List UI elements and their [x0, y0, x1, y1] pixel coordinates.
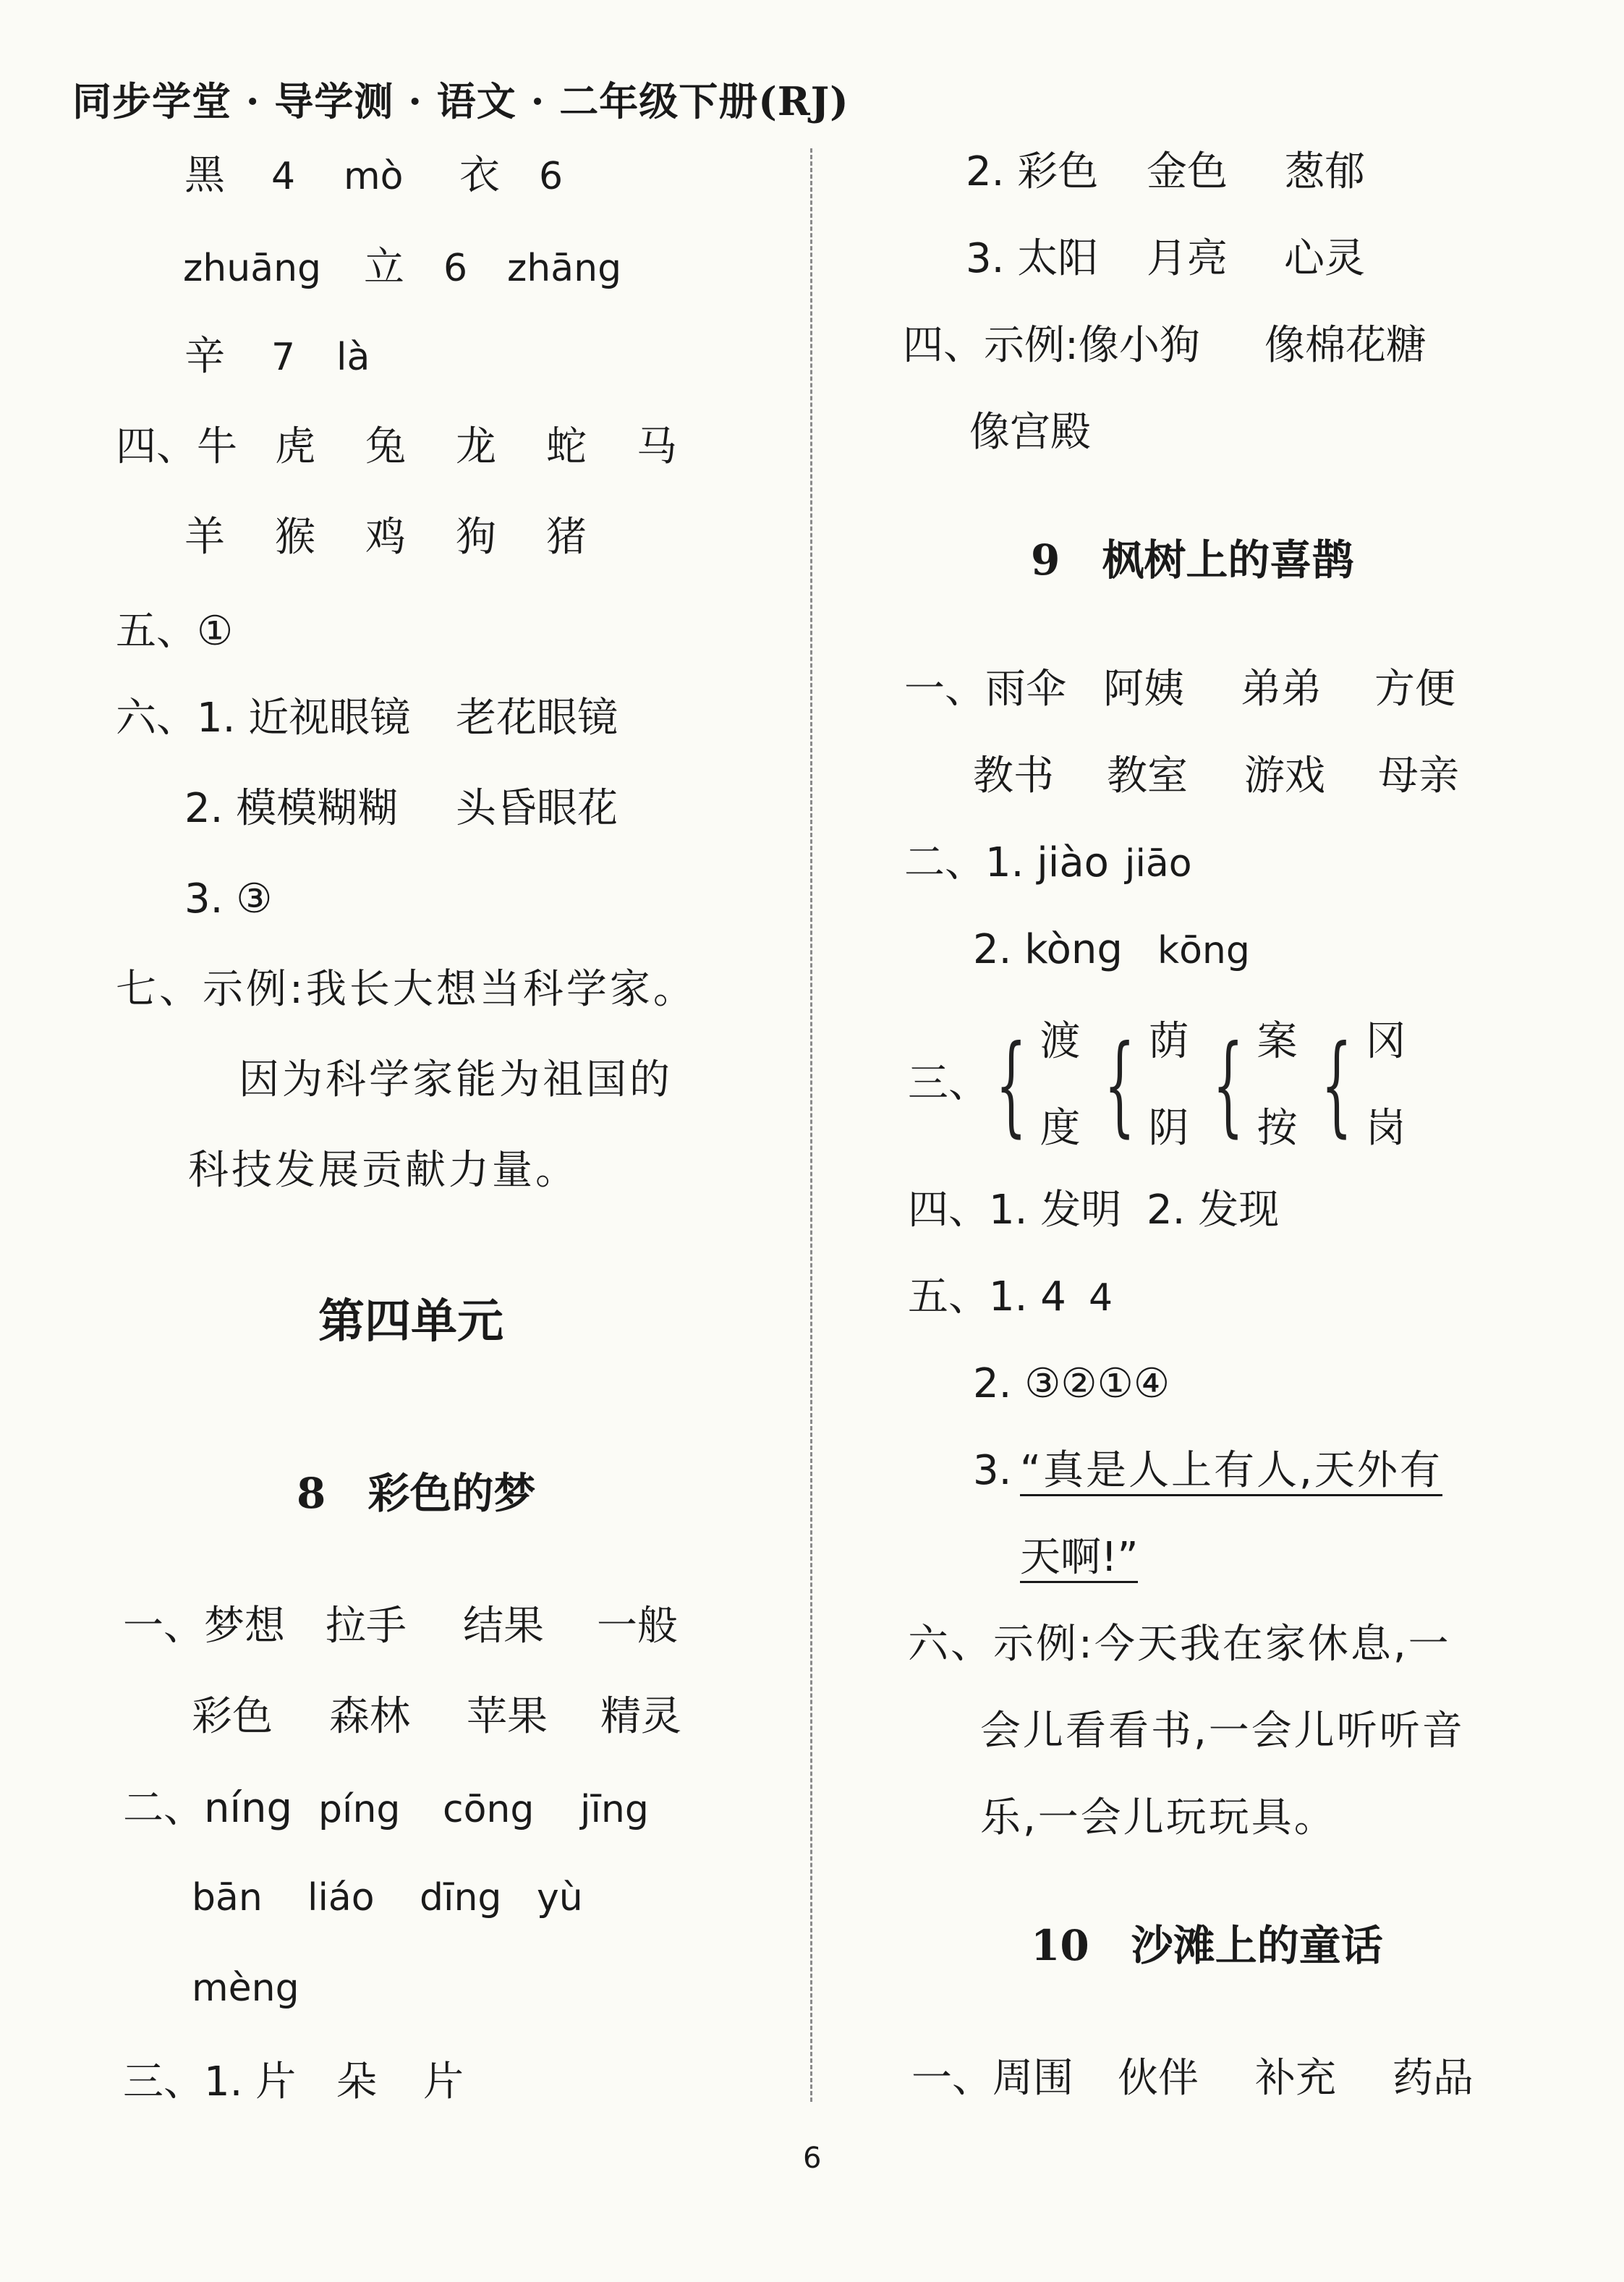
word-pair-bottom: 度 — [1040, 1105, 1081, 1152]
answer-line — [184, 514, 587, 561]
word-pair-top: 渡 — [1040, 1018, 1081, 1065]
answer-item: 一、梦想 — [123, 1603, 285, 1650]
answer-line — [973, 926, 1250, 973]
answer-item: 心灵 — [1284, 235, 1365, 282]
answer-line — [184, 152, 564, 199]
answer-line — [183, 244, 622, 291]
answer-line: mèng — [192, 1967, 299, 2010]
answer-item: 2. 发现 — [1147, 1187, 1280, 1234]
answer-item: cōng — [443, 1788, 535, 1831]
brace-icon: { — [1321, 1022, 1353, 1148]
answer-item: 龙 — [456, 423, 496, 470]
answer-item: 二、níng — [123, 1785, 293, 1832]
word-pair-group — [977, 998, 1080, 1172]
answer-item: 一般 — [597, 1603, 678, 1650]
answer-item: 4 — [1089, 1276, 1113, 1320]
answer-item: 朵 — [336, 2058, 377, 2105]
lesson-title: 10 沙滩上的童话 — [1031, 1921, 1383, 1970]
answer-line — [123, 1603, 678, 1650]
answer-item: 2. 彩色 — [966, 148, 1099, 195]
answer-item: 黑 — [184, 152, 225, 199]
answer-item: 苹果 — [467, 1693, 548, 1740]
answer-item: 金色 — [1147, 148, 1228, 195]
answer-item: 彩色 — [192, 1693, 273, 1740]
answer-item: 虎 — [275, 423, 315, 470]
answer-item: 头昏眼花 — [456, 785, 618, 832]
answer-item: 葱郁 — [1284, 148, 1365, 195]
lesson-title: 9 枫树上的喜鹊 — [1031, 535, 1354, 585]
word-pair-top: 冈 — [1365, 1018, 1406, 1065]
word-pair-group — [1194, 998, 1297, 1172]
answer-item: 拉手 — [326, 1603, 407, 1650]
answer-line — [192, 1876, 583, 1920]
answer-line — [966, 235, 1365, 282]
answer-item: 立 — [364, 244, 404, 291]
answer-line — [904, 666, 1455, 713]
answer-line — [911, 2055, 1474, 2102]
answer-item: mò — [344, 155, 404, 198]
answer-item: 2. 模模糊糊 — [184, 785, 399, 832]
answer-item: bān — [192, 1876, 263, 1920]
answer-item: 3. — [973, 1447, 1012, 1494]
answer-line — [903, 322, 1427, 369]
answer-prefix: 三、 — [908, 1060, 989, 1107]
answer-item: 马 — [637, 423, 677, 470]
answer-item: píng — [318, 1788, 401, 1831]
answer-item: 一、周围 — [911, 2055, 1074, 2102]
answer-line — [192, 1693, 681, 1740]
answer-item: zhuāng — [183, 247, 322, 290]
answer-line — [123, 1785, 649, 1832]
answer-item: 三、1. 片 — [123, 2058, 297, 2105]
answer-item: 补充 — [1255, 2055, 1336, 2102]
answer-item: 月亮 — [1147, 235, 1228, 282]
answer-item: 伙伴 — [1118, 2055, 1199, 2102]
answer-item: 二、1. jiào — [904, 839, 1109, 886]
answer-item: 四、示例:像小狗 — [903, 322, 1200, 369]
answer-line — [973, 1447, 1442, 1496]
answer-item: jiāo — [1125, 842, 1192, 886]
answer-item: 药品 — [1393, 2055, 1474, 2102]
brace-icon: { — [1212, 1022, 1244, 1148]
answer-line: 3. ③ — [184, 875, 273, 922]
underlined-quote: 天啊!” — [1020, 1537, 1138, 1583]
answer-line: 因为科学家能为祖国的 — [239, 1056, 673, 1103]
answer-item: 狗 — [456, 514, 496, 561]
answer-line — [966, 148, 1365, 195]
answer-item: zhāng — [507, 247, 622, 290]
word-pair-top: 案 — [1257, 1018, 1298, 1065]
brace-icon: { — [1104, 1022, 1136, 1148]
answer-line — [116, 695, 618, 742]
page-number: 6 — [803, 2142, 822, 2175]
answer-line: 会儿看看书,一会儿听听音 — [980, 1708, 1465, 1755]
lesson-title: 8 彩色的梦 — [297, 1469, 536, 1518]
word-pair-bottom: 阴 — [1148, 1105, 1189, 1152]
answer-item: 鸡 — [365, 514, 406, 561]
answer-item: 老花眼镜 — [456, 695, 618, 742]
answer-line — [908, 1187, 1280, 1234]
answer-line — [908, 1273, 1113, 1320]
answer-item: 猪 — [546, 514, 587, 561]
answer-line: 科技发展贡献力量。 — [188, 1147, 579, 1194]
answer-item: 辛 — [184, 333, 225, 380]
answer-item: 片 — [423, 2058, 464, 2105]
answer-item: 6 — [539, 155, 564, 198]
answer-item: 7 — [271, 336, 296, 379]
answer-item: 方便 — [1374, 666, 1455, 713]
answer-item: 五、1. 4 — [908, 1273, 1066, 1320]
answer-item: 一、雨伞 — [904, 666, 1066, 713]
answer-item: 猴 — [275, 514, 315, 561]
answer-item: 兔 — [365, 423, 406, 470]
answer-line — [1020, 1534, 1139, 1583]
answer-item: 羊 — [184, 514, 225, 561]
word-pair-group — [1302, 998, 1406, 1172]
answer-item: 六、1. 近视眼镜 — [116, 695, 411, 742]
word-pair-group — [1085, 998, 1189, 1172]
answer-line: 七、示例:我长大想当科学家。 — [116, 966, 697, 1013]
answer-item: 教书 — [973, 752, 1054, 799]
answer-item: 四、1. 发明 — [908, 1187, 1122, 1234]
answer-item: 蛇 — [546, 423, 587, 470]
column-divider — [810, 148, 812, 2102]
answer-item: 弟弟 — [1241, 666, 1322, 713]
unit-title: 第四单元 — [318, 1294, 503, 1349]
answer-line: 六、示例:今天我在家休息,一 — [908, 1621, 1451, 1668]
answer-item: 游戏 — [1244, 752, 1325, 799]
answer-item: 四、牛 — [116, 423, 237, 470]
answer-item: 阿姨 — [1103, 666, 1184, 713]
answer-item: 6 — [443, 247, 468, 290]
answer-item: 衣 — [459, 152, 500, 199]
word-pair-bottom: 岗 — [1365, 1105, 1406, 1152]
answer-item: jīng — [580, 1788, 649, 1831]
word-pair-top: 荫 — [1148, 1018, 1189, 1065]
answer-item: là — [336, 336, 370, 379]
answer-item: kōng — [1157, 929, 1250, 972]
answer-item: 像棉花糖 — [1264, 322, 1427, 369]
answer-item: yù — [537, 1876, 583, 1920]
answer-item: 母亲 — [1378, 752, 1459, 799]
brace-icon: { — [995, 1022, 1027, 1148]
answer-item: 教室 — [1107, 752, 1188, 799]
answer-line: 五、① — [116, 608, 234, 655]
answer-item: 森林 — [329, 1693, 410, 1740]
answer-line: 像宫殿 — [969, 409, 1091, 456]
word-pair-bottom: 按 — [1257, 1105, 1298, 1152]
answer-item: 3. 太阳 — [966, 235, 1099, 282]
answer-line: 乐,一会儿玩玩具。 — [980, 1794, 1337, 1841]
running-header: 同步学堂 · 导学测 · 语文 · 二年级下册(RJ) — [72, 78, 849, 124]
answer-line — [184, 785, 618, 832]
answer-item: 精灵 — [600, 1693, 681, 1740]
answer-item: 4 — [271, 155, 296, 198]
answer-line: 2. ③②①④ — [973, 1360, 1170, 1407]
answer-line — [184, 333, 370, 380]
underlined-quote: “真是人上有人,天外有 — [1020, 1451, 1442, 1496]
answer-item: liáo — [307, 1876, 375, 1920]
answer-item: dīng — [420, 1876, 502, 1920]
answer-line — [973, 752, 1459, 799]
answer-line — [904, 839, 1192, 886]
answer-item: 结果 — [463, 1603, 544, 1650]
answer-item: 2. kòng — [973, 926, 1123, 973]
answer-line — [123, 2058, 464, 2105]
answer-line — [116, 423, 677, 470]
